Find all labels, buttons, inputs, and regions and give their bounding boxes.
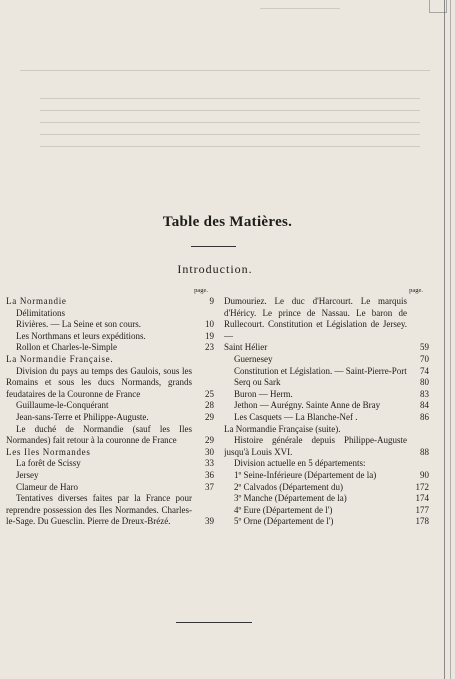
- toc-entry-text: 1º Seine-Inférieure (Département de la): [234, 469, 377, 480]
- page-edge-rule-outer: [450, 0, 451, 679]
- toc-entry: [224, 424, 429, 436]
- toc-entry-text: Division actuelle en 5 départements:: [234, 458, 366, 469]
- toc-entry: [6, 493, 214, 528]
- toc-entry-page: 177: [415, 504, 429, 515]
- toc-entry-page: 39: [205, 516, 214, 527]
- toc-entry-text: Jersey: [16, 469, 39, 480]
- toc-entry-text: La forêt de Scissy: [16, 458, 81, 469]
- toc-entry-text: Buron — Herm.: [234, 388, 293, 399]
- bleed-through-text: [0, 0, 455, 160]
- toc-entry: [224, 377, 429, 389]
- toc-entry-text: Les Iles Normandes: [6, 446, 91, 457]
- toc-entry: [224, 516, 429, 528]
- toc-entry: [6, 319, 214, 331]
- toc-entry-text: Division du pays au temps des Gaulois, sous les Romains et sous les ducs Normands, grands feudataires de la Couronne de France: [6, 365, 192, 399]
- bottom-rule: [176, 622, 252, 623]
- toc-right-column: [224, 286, 429, 528]
- toc-entry-text: Tentatives diverses faites par la France pour reprendre possession des Iles Normandes. Charles-le-Sage. Du Guesclin. Pierre de Dreux-Brézé.: [6, 493, 192, 527]
- toc-entry-text: Dumouriez. Le duc d'Harcourt. Le marquis d'Héricy. Le prince de Nassau. Le baron de Rullecourt. Constitution et Législation de Jersey. —: [224, 296, 407, 341]
- toc-entry-page: 70: [420, 353, 429, 364]
- toc-left-column: [6, 286, 214, 528]
- toc-entry: [6, 470, 214, 482]
- toc-entry: [224, 435, 429, 458]
- toc-entry-page: 90: [420, 469, 429, 480]
- toc-entry-page: 36: [205, 469, 214, 480]
- toc-entry-page: 74: [420, 365, 429, 376]
- toc-entry-text: Constitution et Législation. — Saint-Pierre-Port: [234, 365, 407, 376]
- toc-entry-page: 23: [205, 342, 214, 353]
- toc-entry-text: 2º Calvados (Département du): [234, 481, 344, 492]
- toc-entry-page: 9: [209, 296, 214, 306]
- toc-entry: [224, 389, 429, 401]
- toc-entry-text: Saint Hélier: [224, 342, 268, 353]
- toc-entry-text: Les Casquets — La Blanche-Nef .: [234, 411, 358, 422]
- title-rule: [191, 246, 236, 247]
- page-column-header: page.: [194, 287, 208, 294]
- toc-entry-text: Guernesey: [234, 353, 273, 364]
- section-title: Introduction.: [177, 262, 253, 276]
- toc-entry-page: 84: [420, 400, 429, 411]
- toc-entry-page: 30: [205, 446, 214, 457]
- toc-entry-page: 28: [205, 400, 214, 411]
- toc-entry-text: Le duché de Normandie (sauf les Iles Normandes) fait retour à la couronne de France: [6, 423, 192, 446]
- toc-entry-page: 19: [205, 330, 214, 341]
- page-title: Table des Matières.: [162, 214, 293, 230]
- toc-entry: [6, 458, 214, 470]
- toc-entry-text: 3º Manche (Département de la): [234, 493, 347, 504]
- toc-entry-text: Rollon et Charles-le-Simple: [16, 342, 117, 353]
- toc-entry-text: Histoire générale depuis Philippe-Auguste jusqu'à Louis XVI.: [224, 435, 407, 457]
- toc-entry-page: 29: [205, 435, 214, 446]
- toc-entry-page: 172: [415, 481, 429, 492]
- toc-entry-page: 88: [420, 446, 429, 457]
- toc-entry: [224, 366, 429, 378]
- toc-entry: [224, 412, 429, 424]
- toc-entry: [6, 296, 214, 308]
- toc-entry: [6, 412, 214, 424]
- toc-entry-page: 25: [205, 388, 214, 399]
- page-edge-rule: [444, 0, 445, 679]
- toc-entry-text: La Normandie Française.: [6, 353, 114, 364]
- toc-entry: [6, 366, 214, 401]
- toc-entry-text: La Normandie: [6, 296, 67, 306]
- toc-entry: [6, 482, 214, 494]
- toc-entry-text: Rivières. — La Seine et son cours.: [16, 319, 141, 330]
- toc-entry: [224, 342, 429, 354]
- toc-entry-page: 80: [420, 377, 429, 388]
- toc-entry: [224, 505, 429, 517]
- toc-entry-page: 37: [205, 481, 214, 492]
- toc-entry-page: 33: [205, 458, 214, 469]
- toc-entry-page: 174: [415, 493, 429, 504]
- toc-entry-page: 178: [415, 516, 429, 527]
- toc-entry: [224, 296, 429, 342]
- toc-entry-page: 83: [420, 388, 429, 399]
- toc-entry: [224, 482, 429, 494]
- toc-entry: [6, 354, 214, 366]
- toc-entry: [6, 447, 214, 459]
- toc-entry-text: 5º Orne (Département de l'): [234, 516, 334, 527]
- toc-entry: [6, 400, 214, 412]
- toc-entry-page: 29: [205, 411, 214, 422]
- toc-entry: [224, 458, 429, 470]
- toc-entry: [6, 308, 214, 320]
- toc-entry-text: 4º Eure (Département de l'): [234, 504, 333, 515]
- toc-entry-text: Serq ou Sark: [234, 377, 281, 388]
- toc-entry: [224, 470, 429, 482]
- toc-entry: [6, 424, 214, 447]
- corner-mark: [429, 0, 447, 13]
- toc-entry-text: La Normandie Française (suite).: [224, 423, 341, 434]
- toc-entry: [224, 354, 429, 366]
- toc-entry: [224, 400, 429, 412]
- toc-entry-text: Jethon — Aurégny. Sainte Anne de Bray: [234, 400, 381, 411]
- toc-entry-text: Clameur de Haro: [16, 481, 78, 492]
- toc-entry-text: Guillaume-le-Conquérant: [16, 400, 109, 411]
- toc-entry-text: Jean-sans-Terre et Philippe-Auguste.: [16, 411, 149, 422]
- toc-entry: [224, 493, 429, 505]
- toc-entry-page: 59: [420, 342, 429, 353]
- toc-entry: [6, 331, 214, 343]
- toc-entry-page: 86: [420, 411, 429, 422]
- toc-entry-page: 10: [205, 319, 214, 330]
- toc-entry-text: Délimitations: [16, 307, 65, 318]
- toc-entry: [6, 342, 214, 354]
- page-column-header: page.: [409, 287, 423, 294]
- toc-entry-text: Les Northmans et leurs expéditions.: [16, 330, 146, 341]
